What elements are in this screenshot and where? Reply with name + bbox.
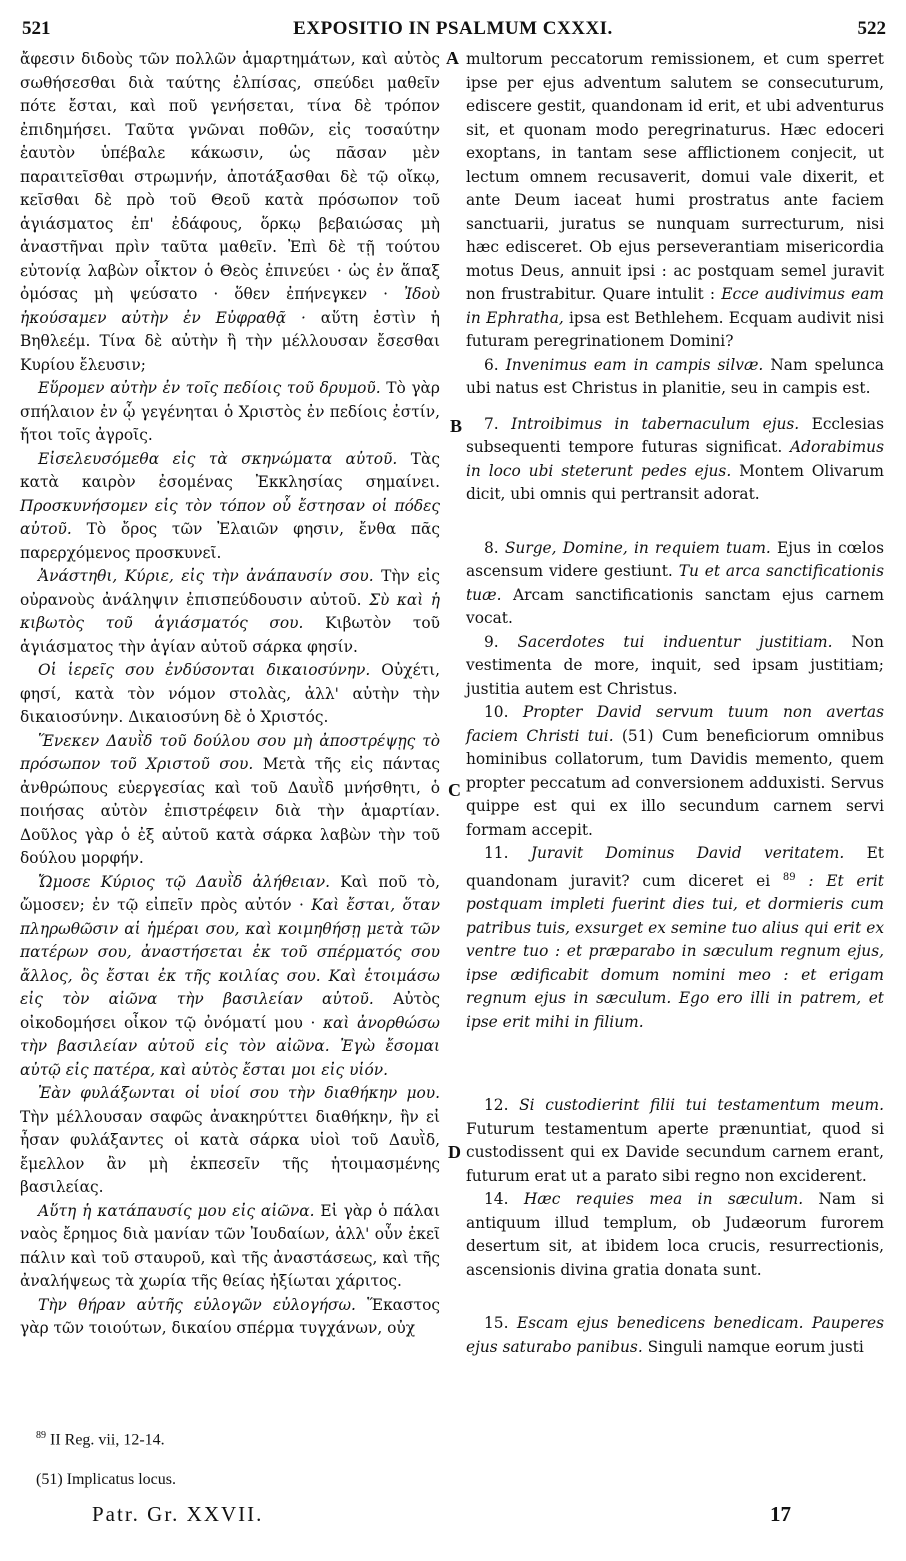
signature-number: 17 bbox=[770, 1502, 791, 1526]
latin-paragraph bbox=[466, 413, 884, 507]
latin-quote: Juravit Dominus David veritatem. bbox=[530, 844, 845, 862]
greek-text: Μετὰ τῆς εἰς πάντας ἀνθρώπους εὐεργεσίας καὶ τοῦ Δαυῒδ μνήσθητι, ὁ ποιήσας αὐτὸν ἐπιστρέφειν διὰ τὴν ἁμαρτίαν. Δοῦλος γὰρ ὁ ἐξ αὐτοῦ κατὰ σάρκα λαβὼν τὴν τοῦ δούλου μορφήν. bbox=[20, 755, 440, 867]
latin-quote: Propter David servum tuum non avertas faciem Christi tui. bbox=[466, 703, 884, 745]
verse-number: 8. bbox=[484, 538, 499, 557]
left-page-number: 521 bbox=[22, 18, 51, 39]
latin-paragraph bbox=[466, 354, 884, 401]
greek-quote: Ἕνεκεν Δαυῒδ τοῦ δούλου σου μὴ ἀποστρέψῃς τὸ πρόσωπον τοῦ Χριστοῦ σου. bbox=[20, 731, 440, 773]
latin-paragraph bbox=[466, 842, 884, 1034]
section-marker-a: A bbox=[446, 48, 459, 68]
greek-paragraph bbox=[20, 730, 440, 871]
latin-column bbox=[466, 48, 884, 1359]
greek-quote: Ἐὰν φυλάξωνται οἱ υἱοί σου τὴν διαθήκην μου. bbox=[38, 1084, 440, 1102]
greek-quote: Ἰδοὺ ἠκούσαμεν αὐτὴν ἐν Εὐφραθᾷ · bbox=[20, 285, 440, 327]
greek-text: Κιβωτὸν τοῦ ἁγιάσματος τὴν ἁγίαν αὐτοῦ σάρκα φησίν. bbox=[20, 614, 440, 656]
latin-text: Nam spelunca ubi natus est Christus in planitie, seu in campis est. bbox=[466, 355, 884, 397]
verse-number: 12. bbox=[484, 1096, 509, 1115]
section-marker-b: B bbox=[450, 416, 463, 436]
footnote-text: II Reg. vii, 12-14. bbox=[50, 1431, 165, 1449]
latin-paragraph bbox=[466, 701, 884, 842]
greek-column bbox=[20, 48, 440, 1341]
latin-paragraph bbox=[466, 537, 884, 631]
greek-quote: Προσκυνήσομεν εἰς τὸν τόπον οὗ ἔστησαν οἱ πόδες αὐτοῦ. bbox=[20, 496, 440, 538]
greek-text: Τὸ γὰρ σπήλαιον ἐν ᾧ γεγένηται ὁ Χριστὸς ἐν πεδίοις ἐστίν, ἤτοι τοῖς ἀγροῖς. bbox=[20, 379, 440, 444]
verse-number: 11. bbox=[484, 844, 509, 862]
greek-quote: Σὺ καὶ ἡ κιβωτὸς τοῦ ἁγιάσματός σου. bbox=[20, 590, 441, 632]
verse-number: 14. bbox=[484, 1190, 509, 1209]
latin-text: Ecclesias subsequenti tempore futuras significat. bbox=[466, 414, 884, 456]
greek-text: αὕτη ἐστὶν ἡ Βηθλεέμ. Τίνα δὲ αὐτὴν ἢ τὴν μέλλουσαν ἔσεσθαι Κυρίου ἔλευσιν; bbox=[20, 308, 440, 374]
greek-paragraph bbox=[20, 1294, 440, 1341]
greek-quote: Οἱ ἱερεῖς σου ἐνδύσονται δικαιοσύνην. bbox=[38, 661, 371, 679]
latin-text: Arcam sanctificationis sanctam ejus carnem vocat. bbox=[466, 585, 884, 627]
greek-text: Τὸ ὄρος τῶν Ἐλαιῶν φησιν, ἔνθα πᾶς παρερχόμενος προσκυνεῖ. bbox=[20, 520, 440, 562]
latin-text: Non vestimenta de more, inquit, sed ipsam justitiam; justitia autem est Christus. bbox=[466, 632, 884, 698]
footnote-2: (51) Implicatus locus. bbox=[36, 1471, 176, 1489]
verse-number: 10. bbox=[484, 703, 509, 721]
greek-text: Οὐχέτι, φησί, κατὰ τὸν νόμον στολὰς, ἀλλ' αὐτὴν τὴν δικαιοσύνην. Δικαιοσύνη δὲ ὁ Χριστός. bbox=[20, 661, 440, 726]
latin-text: Montem Olivarum dicit, ubi omnis qui pertransit adorat. bbox=[466, 461, 884, 503]
greek-text: Καὶ ποῦ τὸ, ὤμοσεν; ἐν τῷ εἰπεῖν πρὸς αὐτόν · bbox=[20, 872, 440, 914]
footnote-ref: 89 bbox=[782, 871, 796, 883]
latin-quote: Surge, Domine, in requiem tuam. bbox=[504, 538, 771, 557]
latin-paragraph bbox=[466, 1188, 884, 1282]
greek-quote: Τὴν θήραν αὐτῆς εὐλογῶν εὐλογήσω. bbox=[38, 1295, 356, 1314]
latin-quote: Sacerdotes tui induentur justitiam. bbox=[517, 632, 833, 651]
latin-text: (51) Cum beneficiorum omnibus hominibus collatorum, tum Davidis memento, quem propter peccatum ad conversionem adduxisti. Servus quippe est qui ex illo secundum carnem servi formam accepit. bbox=[466, 726, 884, 839]
greek-quote: Αὕτη ἡ κατάπαυσίς μου εἰς αἰῶνα. bbox=[38, 1201, 315, 1220]
latin-text: Et quandonam juravit? cum diceret ei bbox=[466, 844, 884, 890]
footnote-1 bbox=[36, 1430, 176, 1449]
greek-text: ἄφεσιν διδοὺς τῶν πολλῶν ἁμαρτημάτων, καὶ αὐτὸς σωθήσεσθαι διὰ ταύτης ἐλπίσας, σπεύδει μαθεῖν πότε ἔσται, καὶ ποῦ γενήσεται, τίνα δὲ τρόπον ἐπιδημήσει. Ταῦτα γνῶναι ποθῶν, εἰς τοσαύτην ἑαυτὸν ὑπέβαλε κάκωσιν, ὡς πᾶσαν μὲν παραιτεῖσθαι στρωμνήν, ἀποτάξασθαι δὲ τῷ οἴκῳ, κεῖσθαι δὲ πρὸ τοῦ Θεοῦ κατὰ πρόσωπον τοῦ ἁγιάσματος ἐπ' ἐδάφους, ὅρκῳ βεβαιώσας μὴ ἀναστῆναι πρὶν ταῦτα μαθεῖν. Ἐπὶ δὲ τῇ τούτου εὐτονίᾳ λαβὼν οἶκτον ὁ Θεὸς ἐπινεύει · ὡς ἐν ἅπαξ ὀμόσας μὴ ψεύσατο · ὅθεν ἐπήνεγκεν · bbox=[20, 50, 440, 303]
greek-text: Τὴν μέλλουσαν σαφῶς ἀνακηρύττει διαθήκην, ἣν εἰ ἦσαν φυλάξαντες οἱ κατὰ σάρκα υἱοὶ τοῦ Δαυῒδ, ἔμελλον ἂν μὴ ἐκπεσεῖν τῆς ἡτοιμασμένης βασιλείας. bbox=[20, 1107, 440, 1196]
latin-text: multorum peccatorum remissionem, et cum sperret ipse per ejus adventum salutem se consecuturum, ediscere gestit, quandonam id erit, et ubi adventurus sit, et quonam modo peregrinaturus. Hæc edoceri exoptans, in tantam sese afflictionem conjecit, ut lectum omnem recusaverit, domui vale dixerit, et ante Deum iaceat humi prostratus ante faciem sanctuarii, juratus se nunquam surrecturum, nisi hæc edisceret. Ob ejus perseverantiam misericordia motus Deus, annuit ipsi : ac postquam semel juravit non frustrabitur. Quare intulit : bbox=[466, 50, 884, 303]
latin-paragraph bbox=[466, 631, 884, 702]
latin-quote: : Et erit postquam impleti fuerint dies tui, et dormieris cum patribus tuis, exsurget ex semine tuo alius qui erit ex ventre tuo : et præparabo in sæculum regnum ejus, ipse ædificabit domum nomini meo : et erigam regnum ejus in sæculum. Ego ero illi in patrem, et ipse erit mihi in filium. bbox=[466, 871, 884, 1031]
greek-text: Εἰ γὰρ ὁ πάλαι ναὸς ἔρημος διὰ μανίαν τῶν Ἰουδαίων, ἀλλ' οὖν ἐκεῖ πάλιν καὶ τοῦ σταυροῦ, καὶ τῆς ἀναστάσεως, καὶ τῆς ἀναλήψεως τὰ χωρία τῆς θείας ἠξίωται χάριτος. bbox=[20, 1201, 440, 1290]
greek-paragraph bbox=[20, 1200, 440, 1294]
verse-number: 15. bbox=[484, 1314, 509, 1333]
latin-text: ipsa est Bethlehem. Ecquam audivit nisi futuram peregrinationem Domini? bbox=[466, 308, 884, 350]
latin-text: Ejus in cœlos ascensum videre gestiunt. bbox=[466, 538, 884, 580]
latin-text: Nam si antiquum illud templum, ob Judæorum furorem desertum sit, at ibidem loca crucis, resurrectionis, ascensionis divina gratia donata sunt. bbox=[466, 1190, 884, 1279]
verse-number: 7. bbox=[484, 414, 499, 433]
footnotes bbox=[36, 1430, 176, 1511]
footnote-marker: 89 bbox=[36, 1430, 46, 1441]
greek-quote: Εἰσελευσόμεθα εἰς τὰ σκηνώματα αὐτοῦ. bbox=[38, 449, 398, 468]
series-signature: Patr. Gr. XXVII. bbox=[92, 1502, 264, 1526]
greek-text: Αὐτὸς οἰκοδομήσει οἶκον τῷ ὀνόματί μου · bbox=[20, 990, 440, 1032]
running-title: EXPOSITIO IN PSALMUM CXXXI. bbox=[293, 18, 613, 39]
latin-quote: Escam ejus benedicens benedicam. Pauperes ejus saturabo panibus. bbox=[466, 1314, 884, 1356]
latin-quote: Invenimus eam in campis silvæ. bbox=[505, 355, 764, 374]
greek-paragraph bbox=[20, 377, 440, 448]
greek-paragraph bbox=[20, 565, 440, 659]
latin-text: Singuli namque eorum justi bbox=[647, 1337, 864, 1356]
greek-quote: Εὕρομεν αὐτὴν ἐν τοῖς πεδίοις τοῦ δρυμοῦ. bbox=[38, 379, 381, 397]
latin-quote: Tu et arca sanctificationis tuæ. bbox=[466, 562, 884, 604]
greek-quote: Ἀνάστηθι, Κύριε, εἰς τὴν ἀνάπαυσίν σου. bbox=[38, 567, 374, 585]
page-header bbox=[18, 18, 888, 48]
greek-quote: Καὶ ἔσται, ὅταν πληρωθῶσιν αἱ ἡμέραι σου, καὶ κοιμηθήσῃ μετὰ τῶν πατέρων σου, ἀναστήσεται ἐκ τοῦ σπέρματός σου ἄλλος, ὃς ἔσται ἐκ τῆς κοιλίας σου. Καὶ ἑτοιμάσω εἰς τὸν αἰῶνα τὴν βασιλείαν αὐτοῦ. bbox=[20, 896, 440, 1008]
latin-quote: Ecce audivimus eam in Ephratha, bbox=[466, 285, 884, 327]
greek-paragraph bbox=[20, 871, 440, 1083]
greek-text: Τὴν εἰς οὐρανοὺς ἀνάληψιν ἐπισπεύδουσιν αὐτοῦ. bbox=[20, 567, 440, 609]
latin-paragraph bbox=[466, 1094, 884, 1188]
latin-quote: Adorabimus in loco ubi steterunt pedes ejus. bbox=[466, 438, 884, 480]
greek-text: Τὰς κατὰ καιρὸν ἐσομένας Ἐκκλησίας σημαίνει. bbox=[20, 449, 440, 491]
section-marker-c: C bbox=[448, 780, 461, 800]
greek-paragraph bbox=[20, 659, 440, 730]
greek-quote: καὶ ἀνορθώσω τὴν βασιλείαν αὐτοῦ εἰς τὸν αἰῶνα. Ἐγὼ ἔσομαι αὐτῷ εἰς πατέρα, καὶ αὐτὸς ἔσται μοι εἰς υἱόν. bbox=[20, 1013, 440, 1079]
latin-paragraph bbox=[466, 48, 884, 354]
greek-paragraph bbox=[20, 448, 440, 566]
verse-number: 9. bbox=[484, 632, 499, 651]
right-page-number: 522 bbox=[857, 18, 886, 39]
greek-quote: Ὤμοσε Κύριος τῷ Δαυῒδ ἀλήθειαν. bbox=[38, 872, 331, 891]
latin-quote: Hæc requies mea in sæculum. bbox=[523, 1190, 804, 1209]
greek-text: Ἕκαστος γὰρ τῶν τοιούτων, δικαίου σπέρμα τυγχάνων, οὐχ bbox=[20, 1295, 440, 1337]
greek-paragraph bbox=[20, 1082, 440, 1200]
latin-text: Futurum testamentum aperte prænuntiat, quod si custodissent qui ex Davide secundum carnem erant, futurum erat ut a parato sibi regno non exciderent. bbox=[466, 1119, 884, 1185]
latin-quote: Si custodierint filii tui testamentum meum. bbox=[519, 1096, 884, 1115]
verse-number: 6. bbox=[484, 355, 499, 374]
latin-paragraph bbox=[466, 1312, 884, 1359]
latin-quote: Introibimus in tabernaculum ejus. bbox=[511, 414, 800, 433]
section-marker-d: D bbox=[448, 1142, 461, 1162]
greek-paragraph bbox=[20, 48, 440, 377]
